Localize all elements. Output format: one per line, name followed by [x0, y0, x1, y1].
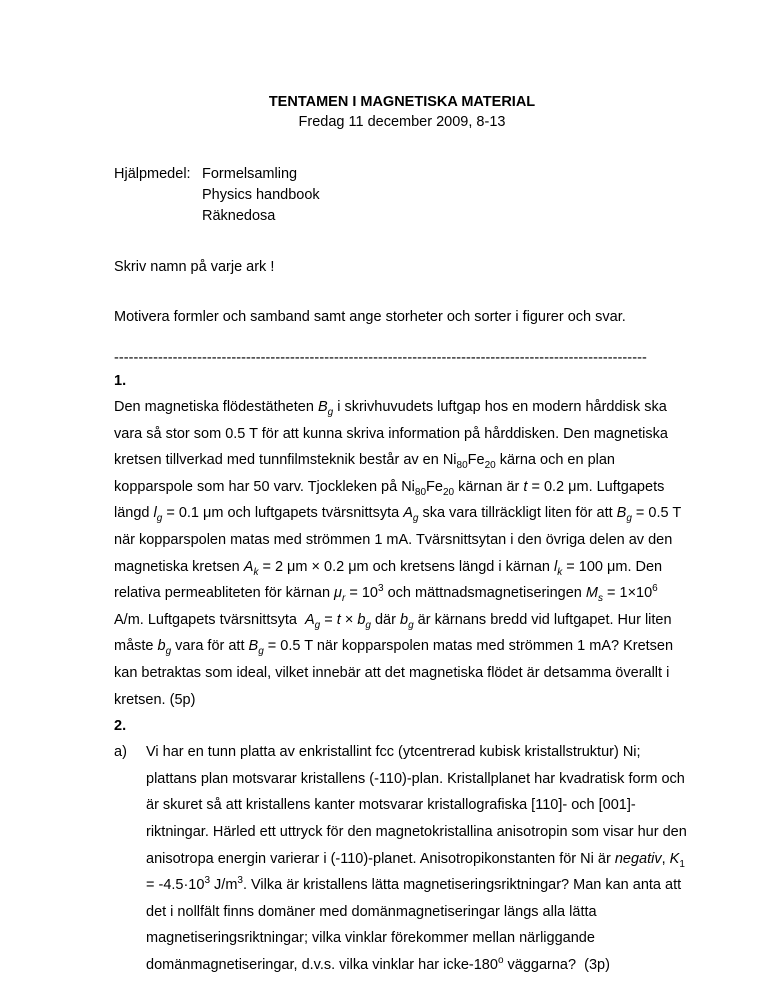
- question-2a-text: Vi har en tunn platta av enkristallint fcc (ytcentrerad kubisk kristallstruktur) Ni; plattans plan motsvarar kristallens (-110)-plan. Kristallplanet har kvadratisk form och är skuret så att kristallens kanter motsvarar kristallografiska [110]- och [001]-riktningar. Härled ett uttryck för den magnetokristallina anisotropin som visar hur den anisotropa energin varierar i (-110)-planet. Anisotropikonstanten för Ni är negativ, $K_1 = -4.5\cdot 10^3$ $J/m^3$. Vilka är kristallens lätta magnetiseringsriktningar? Man kan anta att det i nollfält finns domäner med domänmagnetiseringar längs alla lätta magnetiseringsriktningar; vilka vinklar förekommer mellan närliggande domänmagnetiseringar, d.v.s. vilka vinklar har icke-180$^o$ väggarna? (3p): [146, 744, 687, 973]
- aids-item: Physics handbook: [202, 187, 320, 203]
- question-2a-letter: a): [114, 744, 127, 761]
- aids-label: Hjälpmedel:: [114, 166, 191, 182]
- separator-line: -------------------------------------------------------------------------------------------------------------: [114, 350, 647, 366]
- aids-item: Formelsamling: [202, 166, 298, 182]
- aids-item: Räknedosa: [202, 208, 276, 224]
- question-2a: [114, 739, 690, 978]
- question-2a-points: (3p): [584, 956, 610, 973]
- question-1-points: (5p): [169, 691, 196, 708]
- exam-date: Fredag 11 december 2009, 8-13: [298, 114, 506, 130]
- question-1-text: Den magnetiska flödestätheten $B_g$ i skrivhuvudets luftgap hos en modern hårddisk ska vara så stor som 0.5 T för att kunna skriva information på hårddisken. Den magnetiska kretsen tillverkad med tunnfilmsteknik består av en $Ni_{80}Fe_{20}$ kärna och en plan kopparspole som har 50 varv. Tjockleken på $Ni_{80}Fe_{20}$ kärnan är t = 0.2 μm. Luftgapets längd $l_g = 0.1$ μm och luftgapets tvärsnittsyta $A_g$ ska vara tillräckligt liten för att $B_g = 0.5$ T när kopparspolen matas med strömmen 1 mA. Tvärsnittsytan i den övriga delen av den magnetiska kretsen $A_k = 2$ μm × 0.2 μm och kretsens längd i kärnan $l_k = 100$ μm. Den relativa permeabliteten för kärnan $\mu_r = 10^3$ och mättnadsmagnetiseringen $M_s = 1\times 10^6$ A/m. Luftgapets tvärsnittsyta $A_g = t \times b_g$ där $b_g$ är kärnans bredd vid luftgapet. Hur liten måste $b_g$ vara för att $B_g = 0.5$ T när kopparspolen matas med strömmen 1 mA? Kretsen kan betraktas som ideal, vilket innebär att det magnetiska flödet är detsamma överallt i kretsen. (5p): [114, 399, 681, 708]
- exam-page: [114, 92, 690, 978]
- aids-section: [114, 164, 690, 227]
- exam-title: TENTAMEN I MAGNETISKA MATERIAL: [268, 94, 536, 110]
- question-1-number: 1.: [114, 373, 127, 389]
- aids-list: [202, 164, 320, 227]
- name-instruction: Skriv namn på varje ark !: [114, 259, 275, 275]
- question-2-number: 2.: [114, 718, 127, 735]
- motivate-instruction: Motivera formler och samband samt ange storheter och sorter i figurer och svar.: [114, 309, 626, 325]
